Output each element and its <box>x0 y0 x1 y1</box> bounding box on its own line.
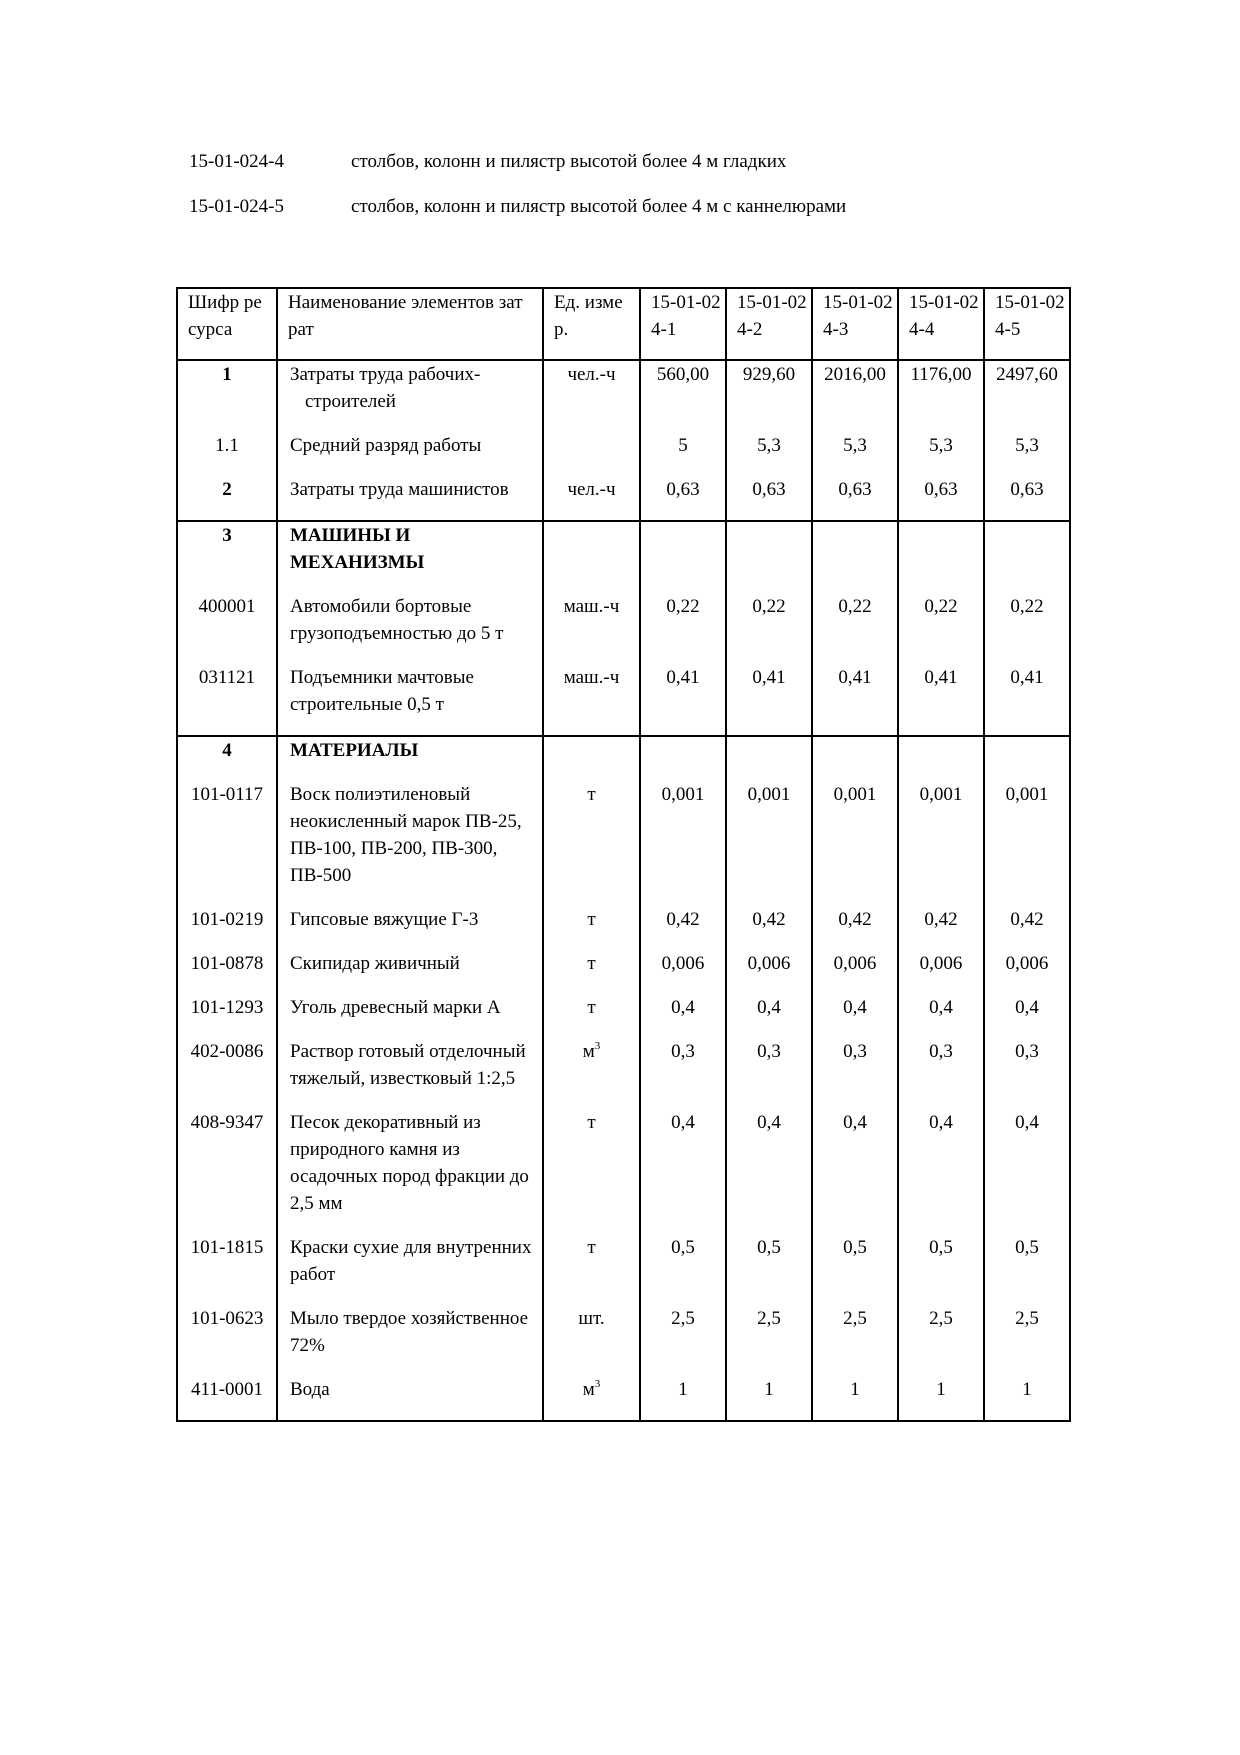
row-value: 0,42 <box>812 906 898 950</box>
row-value <box>726 736 812 781</box>
row-value: 0,22 <box>812 593 898 664</box>
row-value <box>898 736 984 781</box>
row-code: 101-0219 <box>177 906 277 950</box>
row-value: 0,4 <box>898 994 984 1038</box>
intro-code: 15-01-024-5 <box>189 196 284 217</box>
table-row <box>177 1109 1070 1234</box>
row-value: 2,5 <box>812 1305 898 1376</box>
row-value: 0,4 <box>640 1109 726 1234</box>
row-name: Краски сухие для внутренних работ <box>277 1234 543 1305</box>
row-unit <box>543 1376 640 1421</box>
row-value: 1176,00 <box>898 360 984 432</box>
row-value: 1 <box>640 1376 726 1421</box>
section-title: МАШИНЫ И МЕХАНИЗМЫ <box>277 521 543 593</box>
header-code: Шифр ресурса <box>177 288 277 360</box>
intro-line-2 <box>189 195 846 219</box>
row-unit: т <box>543 994 640 1038</box>
row-value: 1 <box>984 1376 1070 1421</box>
row-unit: т <box>543 950 640 994</box>
row-unit <box>543 1038 640 1109</box>
row-value: 5,3 <box>898 432 984 476</box>
table-row <box>177 1038 1070 1109</box>
row-name-part: Затраты труда рабочих- <box>290 364 481 385</box>
row-value: 0,22 <box>726 593 812 664</box>
row-value: 0,3 <box>726 1038 812 1109</box>
header-col-5: 15-01-024-5 <box>984 288 1070 360</box>
unit-exponent: 3 <box>594 1040 601 1052</box>
header-col-4: 15-01-024-4 <box>898 288 984 360</box>
header-name: Наименование элементов затрат <box>277 288 543 360</box>
row-value: 0,006 <box>812 950 898 994</box>
row-value: 0,4 <box>898 1109 984 1234</box>
row-value: 0,42 <box>984 906 1070 950</box>
row-name: Уголь древесный марки А <box>277 994 543 1038</box>
row-value <box>726 521 812 593</box>
row-code: 101-1293 <box>177 994 277 1038</box>
row-unit: т <box>543 1234 640 1305</box>
row-value <box>640 521 726 593</box>
row-value: 2,5 <box>898 1305 984 1376</box>
unit-exponent: 3 <box>594 1378 601 1390</box>
row-value: 0,006 <box>984 950 1070 994</box>
row-value: 1 <box>812 1376 898 1421</box>
row-value: 0,5 <box>984 1234 1070 1305</box>
row-value: 2,5 <box>726 1305 812 1376</box>
unit-base: м <box>582 1041 595 1062</box>
table-row <box>177 664 1070 736</box>
intro-line-1 <box>189 150 786 174</box>
row-value: 0,4 <box>726 994 812 1038</box>
row-value <box>984 736 1070 781</box>
row-value: 0,4 <box>812 1109 898 1234</box>
row-code: 4 <box>177 736 277 781</box>
row-value: 0,3 <box>984 1038 1070 1109</box>
row-name: Гипсовые вяжущие Г-3 <box>277 906 543 950</box>
row-name: Вода <box>277 1376 543 1421</box>
row-code: 2 <box>177 476 277 521</box>
row-value: 0,3 <box>898 1038 984 1109</box>
row-value: 5,3 <box>812 432 898 476</box>
row-value: 560,00 <box>640 360 726 432</box>
header-col-2: 15-01-024-2 <box>726 288 812 360</box>
row-value: 1 <box>726 1376 812 1421</box>
row-code: 101-1815 <box>177 1234 277 1305</box>
row-value: 0,006 <box>898 950 984 994</box>
table-row <box>177 432 1070 476</box>
row-value: 2016,00 <box>812 360 898 432</box>
row-value: 0,3 <box>812 1038 898 1109</box>
row-name: Затраты труда машинистов <box>277 476 543 521</box>
row-value: 0,22 <box>898 593 984 664</box>
table-row <box>177 360 1070 432</box>
row-unit: маш.-ч <box>543 664 640 736</box>
row-value: 0,5 <box>898 1234 984 1305</box>
row-value <box>984 521 1070 593</box>
row-value: 0,22 <box>984 593 1070 664</box>
intro-text: столбов, колонн и пилястр высотой более 4 м с каннелюрами <box>351 196 847 217</box>
row-value: 929,60 <box>726 360 812 432</box>
row-value: 0,41 <box>812 664 898 736</box>
row-value: 5,3 <box>726 432 812 476</box>
row-code: 101-0117 <box>177 781 277 906</box>
table-row <box>177 1234 1070 1305</box>
row-value: 0,63 <box>898 476 984 521</box>
row-code: 3 <box>177 521 277 593</box>
table-row <box>177 1376 1070 1421</box>
row-unit: чел.-ч <box>543 476 640 521</box>
row-value: 0,63 <box>640 476 726 521</box>
row-value: 0,41 <box>726 664 812 736</box>
row-unit: шт. <box>543 1305 640 1376</box>
row-value: 0,4 <box>640 994 726 1038</box>
row-name: Скипидар живичный <box>277 950 543 994</box>
row-unit: т <box>543 906 640 950</box>
table-row <box>177 476 1070 521</box>
section-title: МАТЕРИАЛЫ <box>277 736 543 781</box>
section-row <box>177 736 1070 781</box>
header-col-1: 15-01-024-1 <box>640 288 726 360</box>
row-value: 2,5 <box>640 1305 726 1376</box>
row-value: 0,41 <box>898 664 984 736</box>
row-code: 411-0001 <box>177 1376 277 1421</box>
row-name: Воск полиэтиленовый неокисленный марок ПВ-25, ПВ-100, ПВ-200, ПВ-300, ПВ-500 <box>277 781 543 906</box>
row-value: 0,42 <box>726 906 812 950</box>
row-value: 5 <box>640 432 726 476</box>
row-name: Песок декоративный из природного камня из осадочных пород фракции до 2,5 мм <box>277 1109 543 1234</box>
row-code: 1 <box>177 360 277 432</box>
row-value: 0,4 <box>984 1109 1070 1234</box>
table-row <box>177 593 1070 664</box>
row-value: 0,001 <box>898 781 984 906</box>
row-value: 0,001 <box>726 781 812 906</box>
resource-table <box>176 287 1071 1422</box>
row-value: 0,001 <box>812 781 898 906</box>
row-value <box>898 521 984 593</box>
row-value <box>640 736 726 781</box>
row-value: 0,5 <box>726 1234 812 1305</box>
row-name: Автомобили бортовые грузоподъемностью до 5 т <box>277 593 543 664</box>
row-name: Раствор готовый отделочный тяжелый, известковый 1:2,5 <box>277 1038 543 1109</box>
table-row <box>177 781 1070 906</box>
row-value: 0,5 <box>640 1234 726 1305</box>
row-value: 0,006 <box>640 950 726 994</box>
intro-code: 15-01-024-4 <box>189 151 284 172</box>
row-code: 400001 <box>177 593 277 664</box>
row-name-part: строителей <box>305 391 396 412</box>
row-code: 031121 <box>177 664 277 736</box>
table-row <box>177 994 1070 1038</box>
table-row <box>177 950 1070 994</box>
row-name: Средний разряд работы <box>277 432 543 476</box>
row-code: 402-0086 <box>177 1038 277 1109</box>
row-unit: чел.-ч <box>543 360 640 432</box>
row-unit <box>543 736 640 781</box>
row-value: 0,3 <box>640 1038 726 1109</box>
header-unit: Ед. измер. <box>543 288 640 360</box>
unit-base: м <box>582 1379 595 1400</box>
row-value: 0,006 <box>726 950 812 994</box>
row-code: 1.1 <box>177 432 277 476</box>
table-row <box>177 906 1070 950</box>
row-value <box>812 736 898 781</box>
row-value: 1 <box>898 1376 984 1421</box>
row-value: 0,4 <box>726 1109 812 1234</box>
row-unit: т <box>543 1109 640 1234</box>
row-name: Мыло твердое хозяйственное 72% <box>277 1305 543 1376</box>
row-value: 0,42 <box>640 906 726 950</box>
row-value: 0,63 <box>984 476 1070 521</box>
row-value: 0,22 <box>640 593 726 664</box>
row-value <box>812 521 898 593</box>
row-value: 0,63 <box>726 476 812 521</box>
row-value: 0,4 <box>812 994 898 1038</box>
table-row <box>177 1305 1070 1376</box>
row-value: 5,3 <box>984 432 1070 476</box>
row-code: 101-0623 <box>177 1305 277 1376</box>
row-unit: т <box>543 781 640 906</box>
row-unit <box>543 432 640 476</box>
row-value: 2,5 <box>984 1305 1070 1376</box>
row-name: Подъемники мачтовые строительные 0,5 т <box>277 664 543 736</box>
row-value: 0,4 <box>984 994 1070 1038</box>
row-value: 0,42 <box>898 906 984 950</box>
row-code: 101-0878 <box>177 950 277 994</box>
row-value: 0,41 <box>640 664 726 736</box>
row-value: 0,41 <box>984 664 1070 736</box>
row-unit: маш.-ч <box>543 593 640 664</box>
row-code: 408-9347 <box>177 1109 277 1234</box>
table-header-row <box>177 288 1070 360</box>
header-col-3: 15-01-024-3 <box>812 288 898 360</box>
row-name <box>277 360 543 432</box>
row-value: 2497,60 <box>984 360 1070 432</box>
row-unit <box>543 521 640 593</box>
row-value: 0,5 <box>812 1234 898 1305</box>
row-value: 0,63 <box>812 476 898 521</box>
row-value: 0,001 <box>984 781 1070 906</box>
row-value: 0,001 <box>640 781 726 906</box>
section-row <box>177 521 1070 593</box>
intro-text: столбов, колонн и пилястр высотой более 4 м гладких <box>351 151 787 172</box>
